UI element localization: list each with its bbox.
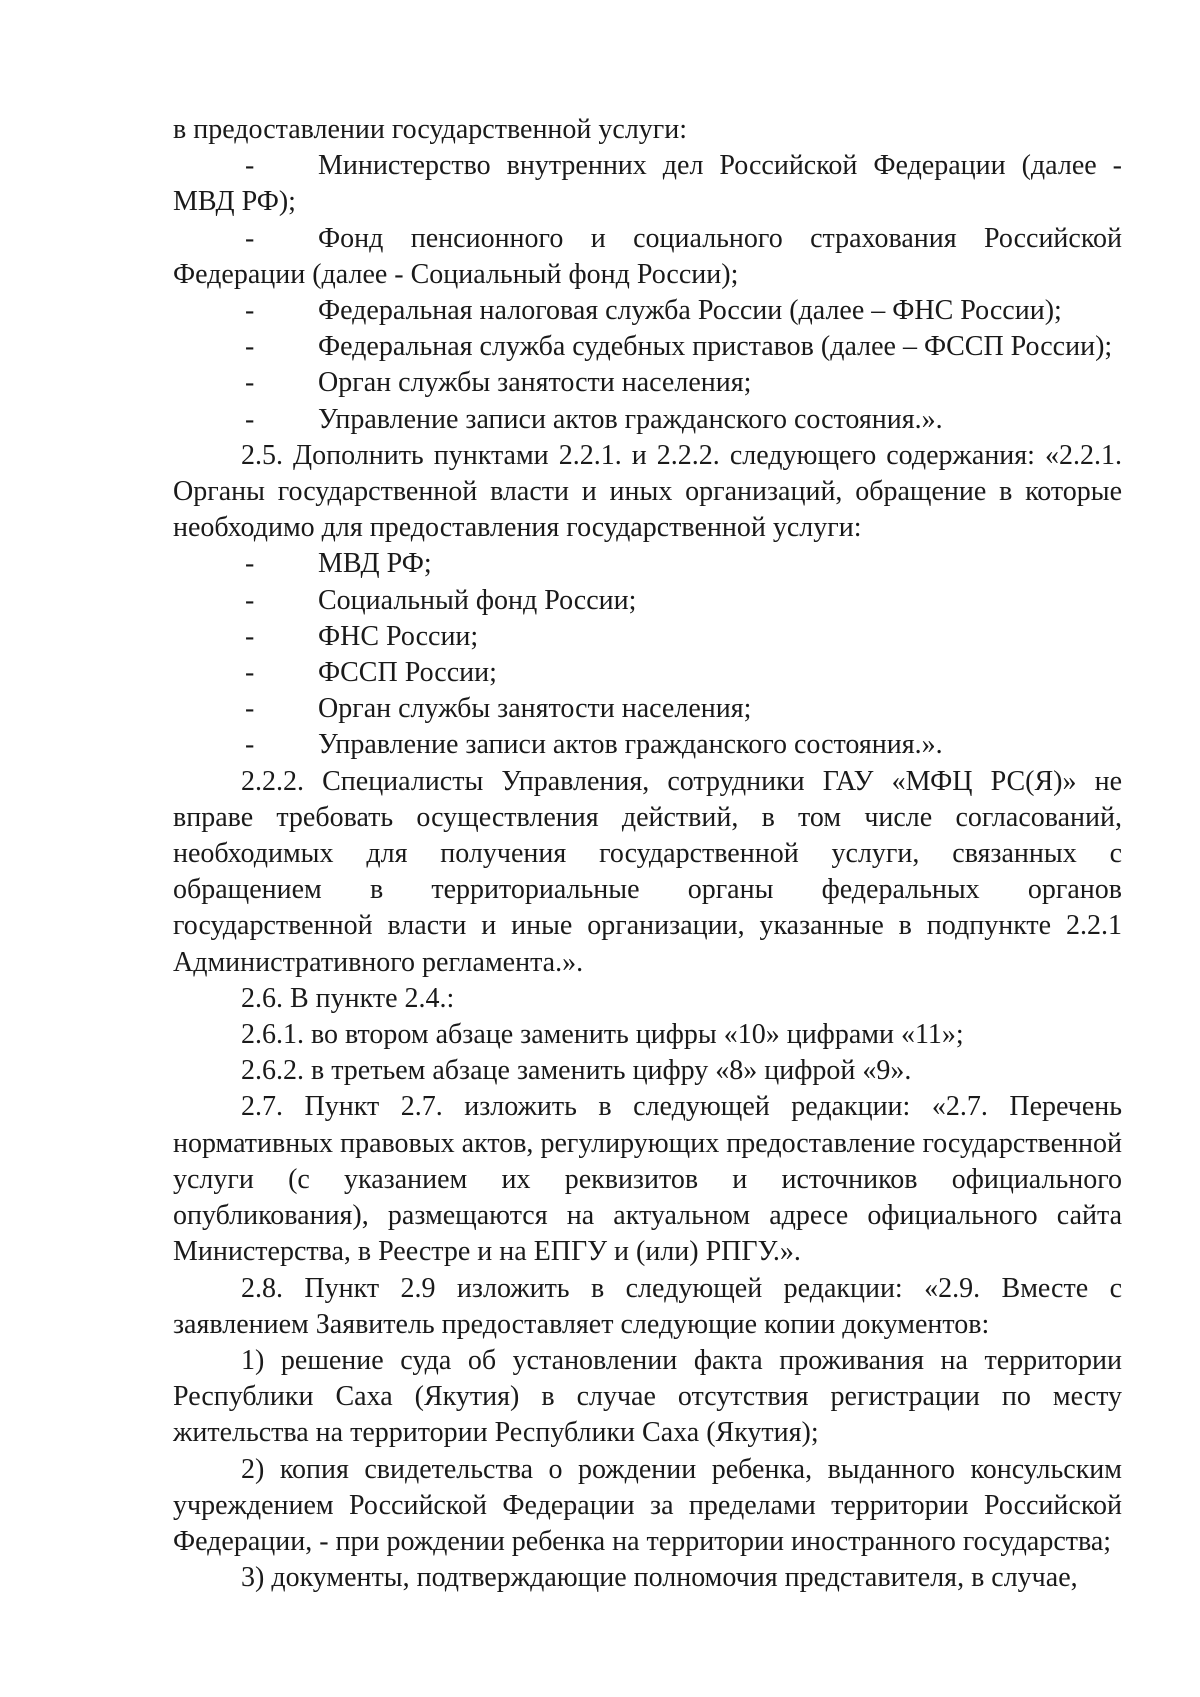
paragraph-2-5: 2.5. Дополнить пунктами 2.2.1. и 2.2.2. следующего содержания: «2.2.1. Органы государственной власти и иных организаций, обращение в которые необходимо для предоставления государственной услуги: <box>173 439 1122 544</box>
paragraph-2-6: 2.6. В пункте 2.4.: <box>241 982 455 1014</box>
list-item <box>173 546 1122 582</box>
list-item-text: Федеральная налоговая служба России (далее – ФНС России); <box>318 295 1062 327</box>
paragraph-2-7: 2.7. Пункт 2.7. изложить в следующей редакции: «2.7. Перечень нормативных правовых актов, регулирующих предоставление государственной услуги (с указанием их реквизитов и источников официального опубликования), размещаются на актуальном адресе официального сайта Министерства, в Реестре и на ЕПГУ и (или) РПГУ.». <box>173 1091 1122 1268</box>
list-item <box>173 655 1122 691</box>
dash-bullet: - <box>245 295 255 327</box>
list-item <box>173 727 1122 763</box>
dash-bullet: - <box>245 584 255 616</box>
dash-bullet: - <box>245 222 255 254</box>
list-item-text: МВД РФ; <box>318 548 432 580</box>
dash-bullet: - <box>245 150 255 182</box>
dash-bullet: - <box>245 367 255 399</box>
paragraph-item-2: 2) копия свидетельства о рождении ребенка, выданного консульским учреждением Российской Федерации за пределами территории Российской Федерации, - при рождении ребенка на территории иностранного государства; <box>173 1453 1122 1557</box>
list-item <box>173 293 1122 329</box>
list-item-continuation: Федерации (далее - Социальный фонд России); <box>173 258 739 290</box>
dash-bullet: - <box>245 657 255 689</box>
paragraph-2-6-1: 2.6.1. во втором абзаце заменить цифры «10» цифрами «11»; <box>241 1019 964 1051</box>
list-item-text: Управление записи актов гражданского состояния.». <box>318 403 943 435</box>
list-item-text: ФНС России; <box>318 620 479 652</box>
dash-bullet: - <box>245 693 255 725</box>
paragraph-2-8: 2.8. Пункт 2.9 изложить в следующей редакции: «2.9. Вместе с заявлением Заявитель предоставляет следующие копии документов: <box>173 1272 1122 1340</box>
list-item-text: Социальный фонд России; <box>318 584 637 616</box>
list-item-text: Министерство внутренних дел Российской Федерации (далее - <box>318 150 1122 182</box>
list-item <box>173 619 1122 655</box>
paragraph-item-1: 1) решение суда об установлении факта проживания на территории Республики Саха (Якутия) в случае отсутствия регистрации по месту жительства на территории Республики Саха (Якутия); <box>173 1344 1122 1449</box>
list-item <box>173 365 1122 401</box>
list-item <box>173 691 1122 727</box>
paragraph-2-2-2: 2.2.2. Специалисты Управления, сотрудники ГАУ «МФЦ РС(Я)» не вправе требовать осуществления действий, в том числе согласований, необходимых для получения государственной услуги, связанных с обращением в территориальные органы федеральных органов государственной власти и иные организации, указанные в подпункте 2.2.1 Административного регламента.». <box>173 765 1122 978</box>
list-item-text: Федеральная служба судебных приставов (далее – ФССП России); <box>318 331 1113 363</box>
list-item-text: Орган службы занятости населения; <box>318 693 752 725</box>
list-item-text: ФССП России; <box>318 657 497 689</box>
paragraph-intro: в предоставлении государственной услуги: <box>173 114 688 145</box>
list-item-text: Орган службы занятости населения; <box>318 367 752 399</box>
list-item <box>173 148 1122 184</box>
list-item <box>173 329 1122 365</box>
document-body <box>173 112 1122 1596</box>
paragraph-2-6-2: 2.6.2. в третьем абзаце заменить цифру «8» цифрой «9». <box>241 1055 912 1087</box>
dash-bullet: - <box>245 548 255 580</box>
list-item <box>173 583 1122 619</box>
list-item-continuation: МВД РФ); <box>173 186 296 218</box>
list-item <box>173 402 1122 438</box>
list-item-text: Фонд пенсионного и социального страхования Российской <box>318 222 1122 254</box>
dash-bullet: - <box>245 729 255 761</box>
list-item <box>173 221 1122 257</box>
list-item-text: Управление записи актов гражданского состояния.». <box>318 729 943 761</box>
dash-bullet: - <box>245 403 255 435</box>
dash-bullet: - <box>245 331 255 363</box>
dash-bullet: - <box>245 620 255 652</box>
paragraph-item-3: 3) документы, подтверждающие полномочия представителя, в случае, <box>241 1562 1078 1594</box>
